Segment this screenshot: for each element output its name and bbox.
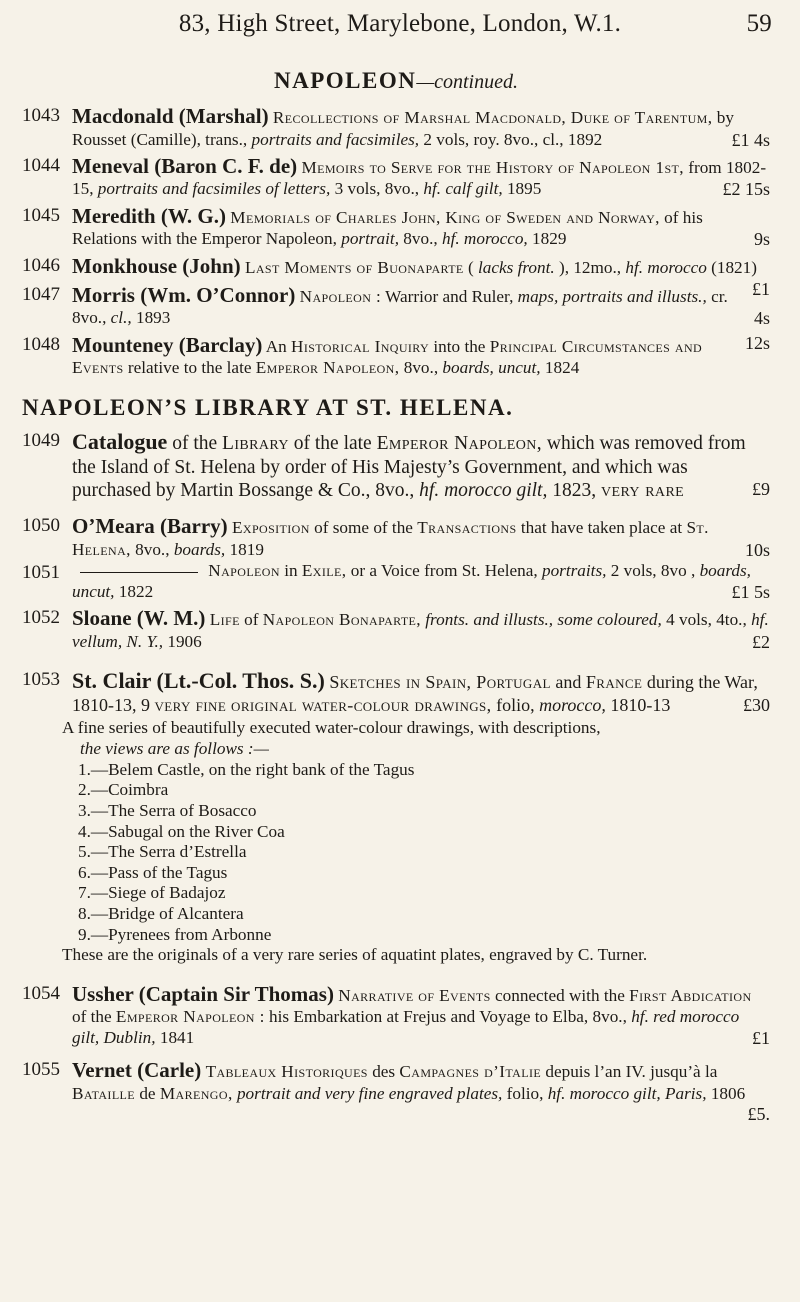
entry-title: Campagnes d’Italie	[399, 1062, 542, 1082]
entry-number: 1053	[22, 669, 60, 691]
entry-price: 4s	[753, 308, 770, 329]
entry-author: Mounteney (Barclay)	[72, 332, 263, 357]
catalogue-entry-1043	[22, 104, 770, 150]
entry-text: folio,	[506, 1083, 544, 1103]
entry-binding: hf. morocco	[625, 257, 707, 277]
entry-title: Narrative of Events	[338, 985, 491, 1005]
entry-text: 2 vols, 8vo ,	[610, 561, 696, 581]
entry-number: 1044	[22, 155, 60, 177]
catalogue-entry-1045	[22, 204, 770, 250]
entry-title: Napoleon Bonaparte,	[262, 610, 421, 630]
entry-author: Ussher (Captain Sir Thomas)	[72, 981, 334, 1006]
section-title-text: NAPOLEON	[274, 68, 417, 93]
entry-text: that have taken place at	[520, 518, 683, 538]
entry-text: folio,	[496, 694, 535, 715]
entry-title: Napoleon	[208, 561, 280, 581]
entry-text: (	[467, 257, 474, 277]
entry-text: in	[284, 561, 298, 581]
entry-text: ), 12mo.,	[559, 257, 622, 277]
entry-author: Meneval (Baron C. F. de)	[72, 154, 298, 179]
catalogue-entry-1044	[22, 154, 770, 200]
entry-text: from 1802-15,	[72, 158, 767, 199]
entry-title: Last Moments of Buonaparte	[244, 257, 464, 277]
entry-number: 1045	[22, 205, 60, 227]
entry-number: 1043	[22, 105, 60, 127]
entry-author: St. Clair (Lt.-Col. Thos. S.)	[72, 668, 325, 694]
entry-title: Historical Inquiry	[291, 336, 430, 356]
entry-number: 1052	[22, 607, 60, 629]
entry-text: of the	[172, 433, 218, 455]
entry-title: First Abdication	[629, 985, 752, 1005]
entry-binding: morocco,	[539, 694, 606, 715]
entry-text: 4 vols, 4to.,	[666, 610, 747, 630]
entry-text: relative to the late	[127, 358, 252, 378]
entry-text: de	[139, 1083, 156, 1103]
entry-text: of his Relations with the Emperor Napoleon,	[72, 208, 703, 249]
entry-number: 1050	[22, 515, 60, 537]
entry-year: 1823,	[552, 479, 597, 501]
entry-binding: hf. red morocco gilt, Dublin,	[72, 1007, 740, 1047]
view-list-item: 3.—The Serra of Bosacco	[78, 800, 257, 820]
view-list-item: 9.—Pyrenees from Arbonne	[78, 924, 272, 944]
entry-text: connected with the	[495, 985, 625, 1005]
entry-illustrations: portrait and very fine engraved plates,	[236, 1083, 503, 1103]
entry-title: Emperor Napoleon,	[255, 358, 400, 378]
entry-author: O’Meara (Barry)	[72, 514, 228, 539]
entry-binding: hf. morocco gilt, Paris,	[547, 1083, 707, 1103]
entry-illustrations: portraits and facsimiles of letters,	[97, 179, 331, 199]
entry-title: Emperor Napoleon,	[376, 433, 543, 455]
entry-price: 9s	[753, 229, 770, 250]
entry-text: into the	[433, 336, 486, 356]
entry-illustrations: portraits,	[541, 561, 607, 581]
entry-number: 1055	[22, 1059, 60, 1081]
entry-price: £30	[743, 694, 770, 715]
entry-text: during the War, 1810-13, 9	[72, 672, 758, 715]
entry-title: Sketches in Spain, Portugal	[329, 672, 551, 693]
entry-text: which was removed from the Island of St. Helena by order of His Majesty’s Government, and which was purchased by Martin Bossange & Co., 8vo.,	[72, 433, 746, 501]
entry-title: Life	[209, 610, 240, 630]
entry-binding: hf. morocco,	[441, 229, 528, 249]
entry-text: des	[372, 1062, 396, 1082]
entry-1053-description	[62, 718, 770, 759]
entry-price: £2 15s	[722, 179, 770, 200]
entry-binding: cl.,	[110, 308, 132, 328]
entry-price: £1 4s	[731, 129, 770, 150]
entry-text: or a Voice from St. Helena,	[350, 561, 538, 581]
catalogue-entry-1051	[22, 561, 770, 602]
entry-title: Library	[222, 433, 289, 455]
entry-author: Sloane (W. M.)	[72, 606, 206, 631]
entry-author: Catalogue	[72, 429, 168, 455]
entry-binding: boards, uncut,	[72, 561, 751, 601]
catalogue-entry-1049	[22, 429, 770, 502]
catalogue-entry-1054	[22, 982, 770, 1048]
entry-price: £2	[752, 631, 770, 652]
entries-napoleon	[22, 104, 770, 329]
running-head-address: 83, High Street, Marylebone, London, W.1.	[178, 10, 622, 37]
entry-text: depuis l’an IV. jusqu’à la	[545, 1062, 718, 1082]
entry-year: 1824	[544, 358, 580, 378]
entry-price: £1	[752, 1027, 770, 1048]
catalogue-entry-1053	[22, 668, 770, 716]
entry-description: very fine original water-colour drawings,	[154, 694, 492, 715]
entry-title: Memoirs to Serve for the History of Napoleon 1st,	[301, 158, 684, 178]
entry-number: 1047	[22, 284, 60, 306]
view-list-item: 2.—Coimbra	[78, 780, 169, 800]
entry-author: Vernet (Carle)	[72, 1058, 202, 1083]
entry-1053-note: These are the originals of a very rare series of aquatint plates, engraved by C. Turner.	[62, 945, 648, 965]
entry-title: Memorials of Charles John, King of Sweden and Norway,	[230, 208, 660, 228]
entry-binding: hf. morocco gilt,	[419, 479, 548, 501]
entry-title: Principal Circumstances and Events	[72, 336, 703, 378]
entry-title: St. Helena,	[72, 518, 709, 559]
entry-title: Transactions	[417, 518, 517, 538]
view-list-item: 6.—Pass of the Tagus	[78, 862, 228, 882]
view-list-item: 7.—Siege of Badajoz	[78, 883, 226, 903]
catalogue-entry-1047	[22, 283, 770, 329]
entry-text: of some of the	[314, 518, 413, 538]
entry-title: France	[585, 672, 643, 693]
ditto-rule	[80, 572, 198, 573]
entry-author: Morris (Wm. O’Connor)	[72, 283, 296, 308]
view-list-item: 8.—Bridge of Alcantera	[78, 904, 244, 924]
section-title-library: NAPOLEON’S LIBRARY AT ST. HELENA.	[22, 394, 514, 420]
entry-number: 1054	[22, 982, 60, 1004]
section-title-suffix: —continued.	[416, 71, 518, 93]
view-list-item: 4.—Sabugal on the River Coa	[78, 821, 285, 841]
views-list	[78, 760, 770, 946]
entry-year: 1893	[135, 308, 171, 328]
view-list-item: 5.—The Serra d’Estrella	[78, 842, 247, 862]
entry-title: Marengo,	[159, 1083, 233, 1103]
entry-text: 8vo.,	[403, 229, 438, 249]
entry-price: £1	[752, 279, 770, 300]
entry-number: 1048	[22, 333, 60, 355]
catalogue-entry-1052	[22, 606, 770, 652]
entry-title: Emperor Napoleon :	[115, 1007, 265, 1027]
entry-year: 1841	[159, 1027, 195, 1047]
entry-number: 1051	[22, 562, 60, 584]
entry-title: Bataille	[72, 1083, 136, 1103]
entry-illustrations: portraits and facsimiles,	[251, 129, 420, 149]
entry-text: 8vo.,	[135, 539, 170, 559]
catalogue-entry-1055	[22, 1058, 770, 1125]
entry-text: An	[265, 336, 287, 356]
entry-price: 10s	[744, 539, 770, 560]
entry-title: Recollections of Marshal Macdonald, Duke of Tarentum,	[272, 108, 713, 128]
page-number: 59	[746, 10, 772, 37]
entry-illustrations: fronts. and illusts., some coloured,	[425, 610, 662, 630]
entry-binding: boards,	[173, 539, 226, 559]
entry-illustrations: maps, portraits and illusts.,	[517, 287, 707, 307]
entry-text: cr. 8vo.,	[72, 287, 728, 328]
entry-text: 3 vols, 8vo.,	[334, 179, 420, 199]
entry-year: 1895	[506, 179, 542, 199]
entry-text: of the late	[293, 433, 372, 455]
entry-text: his Embarkation at Frejus and Voyage to Elba, 8vo.,	[269, 1007, 627, 1027]
entry-binding: boards, uncut,	[442, 358, 541, 378]
entry-illustrations: portrait,	[341, 229, 399, 249]
entry-binding: hf. vellum, N. Y.,	[72, 610, 769, 651]
entry-year: (1821)	[711, 257, 757, 277]
entry-title: Exposition	[231, 518, 310, 538]
section-title-napoleon	[22, 68, 770, 94]
entry-author: Monkhouse (John)	[72, 253, 241, 278]
entry-author: Meredith (W. G.)	[72, 204, 226, 229]
entry-text: 8vo.,	[403, 358, 439, 378]
entry-title: Napoleon :	[299, 287, 382, 307]
entry-year: 1906	[167, 631, 202, 651]
entry-text: of	[244, 610, 259, 630]
entry-number: 1049	[22, 430, 60, 452]
running-head	[0, 10, 800, 38]
entry-binding: hf. calf gilt,	[423, 179, 503, 199]
entry-price: £1 5s	[731, 581, 770, 602]
catalogue-entry-1050	[22, 514, 770, 560]
entry-price: £9	[752, 478, 770, 499]
entry-year: 1819	[229, 539, 264, 559]
entry-year: 1822	[118, 581, 154, 601]
description-text: A fine series of beautifully executed water-colour drawings, with descriptions,	[62, 718, 601, 738]
entry-text: and	[555, 672, 582, 693]
entry-price: 12s	[744, 332, 770, 353]
entry-text: by Rousset (Camille), trans.,	[72, 108, 734, 149]
catalogue-entry-1048	[22, 333, 770, 379]
entry-price: £5.	[747, 1104, 770, 1125]
entry-year: 1806	[710, 1083, 746, 1103]
entry-author: Macdonald (Marshal)	[72, 104, 269, 129]
entry-text: Warrior and Ruler,	[385, 287, 514, 307]
entry-year: 1810-13	[610, 694, 671, 715]
description-lead: the views are as follows :—	[80, 738, 269, 758]
entry-year: 1829	[532, 229, 567, 249]
entry-illustrations: lacks front.	[478, 257, 555, 277]
entry-title: Exile,	[301, 561, 347, 581]
entry-title: Tableaux Historiques	[205, 1062, 368, 1082]
view-list-item: 1.—Belem Castle, on the right bank of the Tagus	[78, 759, 415, 779]
entry-number: 1046	[22, 254, 60, 276]
entry-text: 2 vols, roy. 8vo., cl., 1892	[423, 129, 603, 149]
entry-rarity: very rare	[600, 479, 685, 501]
entry-text: of the	[72, 1007, 112, 1027]
